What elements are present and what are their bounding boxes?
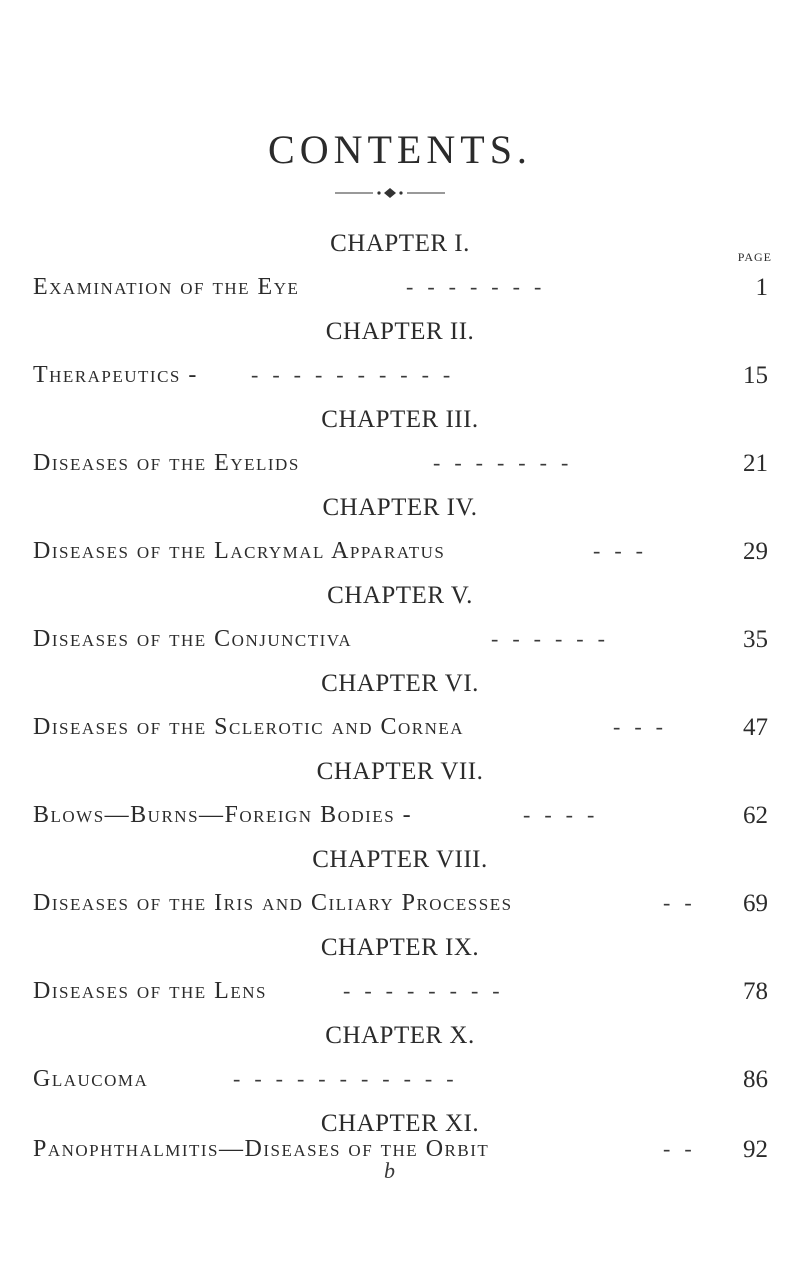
- toc-entry[interactable]: [33, 362, 768, 392]
- entry-title: Panophthalmitis—Diseases of the Orbit: [33, 1136, 490, 1162]
- entry-page-number: 78: [743, 978, 768, 1005]
- toc-entry[interactable]: [33, 1066, 768, 1096]
- chapter-heading: CHAPTER IX.: [320, 934, 480, 961]
- signature-mark: b: [384, 1158, 395, 1183]
- toc-entry[interactable]: [33, 274, 768, 304]
- toc-entry[interactable]: [33, 714, 768, 744]
- toc-entry[interactable]: [33, 538, 768, 568]
- chapter-heading: CHAPTER XI.: [320, 1110, 480, 1137]
- leader-dashes: -------: [406, 274, 556, 299]
- leader-dashes: --------: [343, 978, 514, 1003]
- entry-title: Blows—Burns—Foreign Bodies -: [33, 802, 413, 828]
- entry-page-number: 15: [743, 362, 768, 389]
- entry-title: Therapeutics -: [33, 362, 198, 388]
- leader-dashes: ------: [491, 626, 619, 651]
- entry-title: Diseases of the Lacrymal Apparatus: [33, 538, 446, 564]
- entry-page-number: 35: [743, 626, 768, 653]
- chapter-heading: CHAPTER VII.: [316, 758, 484, 785]
- chapter-heading: CHAPTER III.: [321, 406, 479, 433]
- leader-dashes: --: [663, 890, 706, 915]
- entry-page-number: 86: [743, 1066, 768, 1093]
- page-title: CONTENTS.: [268, 127, 532, 172]
- chapter-heading: CHAPTER IV.: [322, 494, 478, 521]
- leader-dashes: -----------: [233, 1066, 468, 1091]
- entry-title: Examination of the Eye: [33, 274, 300, 300]
- chapter-heading: CHAPTER V.: [327, 582, 473, 609]
- entry-page-number: 62: [743, 802, 768, 829]
- chapter-heading: CHAPTER VI.: [321, 670, 479, 697]
- toc-entry[interactable]: [33, 890, 768, 920]
- leader-dashes: ----: [523, 802, 609, 827]
- toc-entry[interactable]: [33, 802, 768, 832]
- leader-dashes: ----------: [251, 362, 465, 387]
- leader-dashes: ---: [593, 538, 657, 563]
- leader-dashes: ---: [613, 714, 677, 739]
- entry-title: Diseases of the Lens: [33, 978, 267, 1004]
- entry-title: Diseases of the Eyelids: [33, 450, 300, 476]
- entry-page-number: 29: [743, 538, 768, 565]
- entry-page-number: 21: [743, 450, 768, 477]
- toc-entry[interactable]: [33, 626, 768, 656]
- toc-entry[interactable]: [33, 1136, 768, 1166]
- chapter-heading: CHAPTER II.: [325, 318, 475, 345]
- page-column-label: PAGE: [737, 250, 772, 264]
- entry-title: Glaucoma: [33, 1066, 149, 1092]
- chapter-heading: CHAPTER I.: [330, 230, 470, 257]
- entry-page-number: 1: [755, 274, 768, 301]
- toc-entry[interactable]: [33, 978, 768, 1008]
- entry-title: Diseases of the Sclerotic and Cornea: [33, 714, 465, 740]
- leader-dashes: --: [663, 1136, 706, 1161]
- ornament-divider-icon: [335, 186, 445, 200]
- entry-page-number: 47: [743, 714, 768, 741]
- toc-entry[interactable]: [33, 450, 768, 480]
- entry-title: Diseases of the Conjunctiva: [33, 626, 353, 652]
- leader-dashes: -------: [433, 450, 583, 475]
- chapter-heading: CHAPTER VIII.: [312, 846, 488, 873]
- entry-page-number: 69: [743, 890, 768, 917]
- entry-page-number: 92: [743, 1136, 768, 1163]
- chapter-heading: CHAPTER X.: [325, 1022, 475, 1049]
- entry-title: Diseases of the Iris and Ciliary Processes: [33, 890, 513, 916]
